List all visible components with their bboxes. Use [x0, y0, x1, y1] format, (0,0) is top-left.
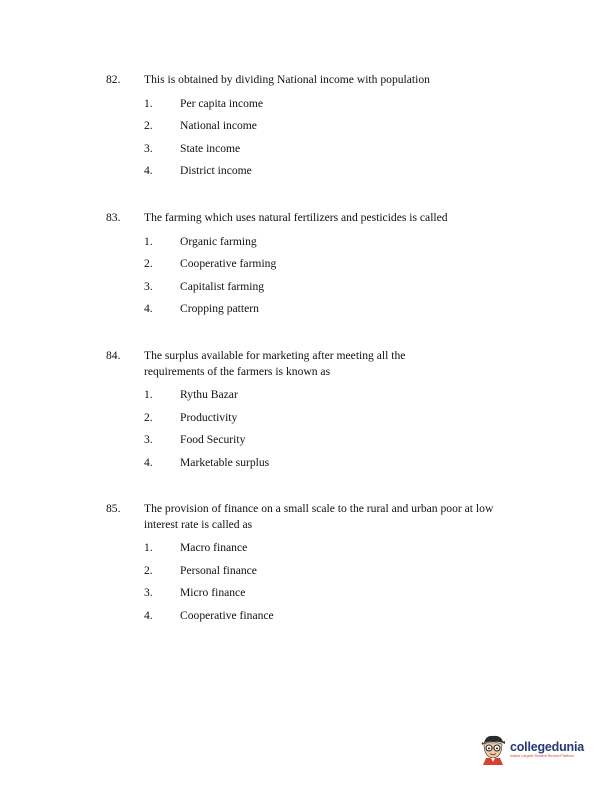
question-number: 84. [106, 349, 121, 362]
question-83 [106, 210, 526, 324]
option-text: Cooperative farming [180, 257, 277, 271]
option-number: 2. [144, 119, 153, 133]
option-item [106, 585, 526, 608]
options-list [106, 387, 526, 477]
options-list [106, 96, 526, 186]
option-text: Cooperative finance [180, 608, 274, 622]
option-text: Marketable surplus [180, 455, 270, 469]
option-text: Cropping pattern [180, 302, 259, 316]
option-text: National income [180, 119, 257, 133]
logo-name: collegedunia [510, 740, 585, 754]
option-number: 4. [144, 302, 153, 316]
option-item [106, 279, 526, 302]
question-82 [106, 72, 526, 186]
option-number: 2. [144, 257, 153, 271]
option-item [106, 234, 526, 257]
option-number: 4. [144, 455, 153, 469]
option-text: Capitalist farming [180, 279, 265, 293]
option-item [106, 410, 526, 433]
option-number: 4. [144, 164, 153, 178]
option-number: 3. [144, 586, 153, 600]
option-item [106, 96, 526, 119]
option-text: Macro finance [180, 541, 248, 554]
option-text: Food Security [180, 433, 246, 447]
option-item [106, 163, 526, 186]
option-item [106, 432, 526, 455]
option-text: State income [180, 141, 241, 155]
option-text: Rythu Bazar [180, 388, 238, 401]
question-85 [106, 501, 526, 630]
question-number: 83. [106, 211, 121, 224]
option-number: 1. [144, 388, 153, 401]
option-item [106, 455, 526, 478]
question-text: The farming which uses natural fertilizers and pesticides is called [144, 211, 448, 224]
option-item [106, 608, 526, 631]
option-number: 3. [144, 279, 153, 293]
option-item [106, 141, 526, 164]
question-text: The provision of finance on a small scale to the rural and urban poor at low interest rate is called as [144, 502, 494, 531]
options-list [106, 234, 526, 324]
logo-tagline: India's Largest Student Review Platform [510, 754, 574, 758]
option-item [106, 301, 526, 324]
question-text: This is obtained by dividing National income with population [144, 73, 430, 86]
option-item [106, 118, 526, 141]
option-number: 2. [144, 410, 153, 424]
option-number: 1. [144, 96, 153, 110]
question-84 [106, 348, 526, 477]
option-text: Personal finance [180, 563, 257, 577]
option-text: Organic farming [180, 234, 257, 248]
option-item [106, 256, 526, 279]
option-number: 3. [144, 433, 153, 447]
options-list [106, 540, 526, 630]
option-text: Productivity [180, 410, 238, 424]
collegedunia-logo [478, 728, 585, 772]
option-number: 2. [144, 563, 153, 577]
option-number: 1. [144, 541, 153, 554]
option-number: 1. [144, 234, 153, 248]
option-item [106, 540, 526, 563]
option-number: 4. [144, 608, 153, 622]
question-number: 82. [106, 73, 121, 86]
option-text: Micro finance [180, 586, 246, 600]
option-item [106, 387, 526, 410]
question-text: The surplus available for marketing after meeting all the requirements of the farmers is known as [144, 349, 406, 378]
question-number: 85. [106, 502, 121, 515]
option-text: District income [180, 164, 252, 178]
student-mascot-icon [478, 733, 508, 767]
option-number: 3. [144, 141, 153, 155]
option-item [106, 563, 526, 586]
option-text: Per capita income [180, 96, 264, 110]
